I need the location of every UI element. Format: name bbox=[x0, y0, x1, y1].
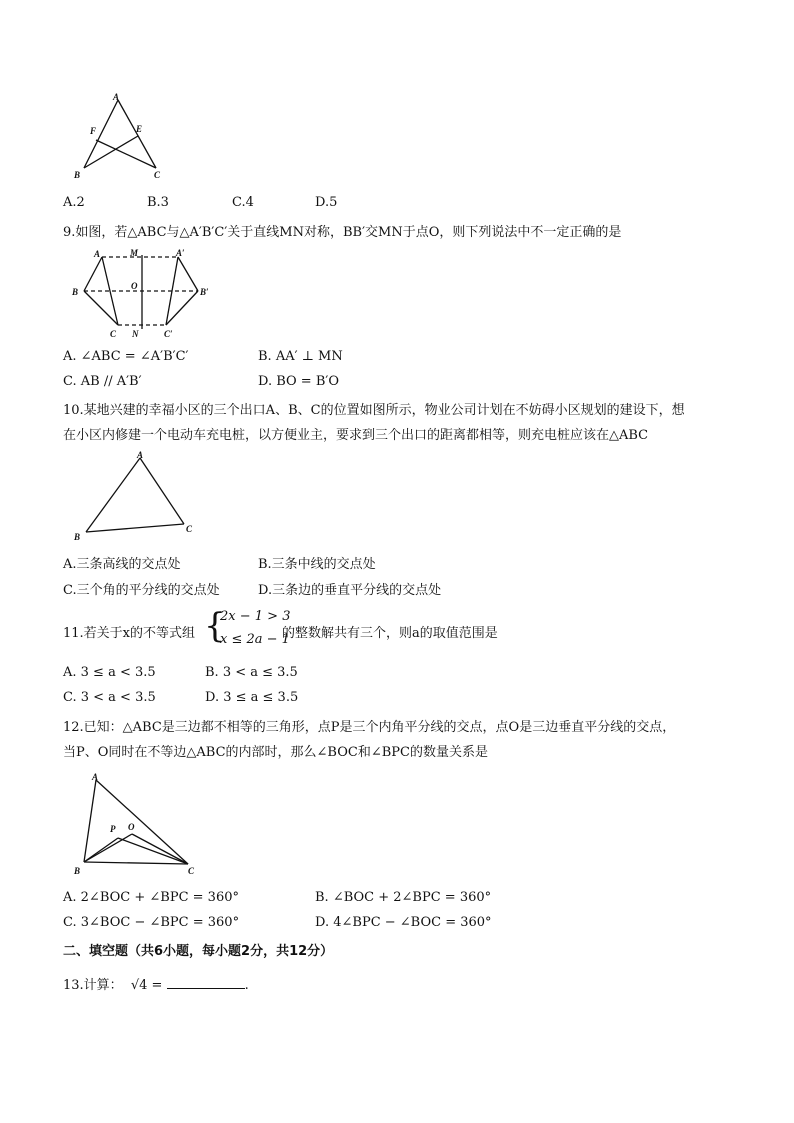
q9-option-a: A. ∠ABC = ∠A′B′C′ bbox=[63, 349, 189, 364]
section-2-title: 二、填空题（共6小题，每小题2分，共12分） bbox=[63, 944, 334, 959]
q10-option-a: A.三条高线的交点处 bbox=[63, 557, 181, 572]
q11-ineq2: x ≤ 2a − 1 bbox=[220, 632, 290, 647]
q12-label-a: A bbox=[92, 772, 99, 782]
q10-label-c: C bbox=[186, 524, 193, 534]
q9-option-b: B. AA′ ⊥ MN bbox=[258, 349, 343, 364]
q9-option-d: D. BO = B′O bbox=[258, 374, 339, 389]
q13-answer-blank[interactable] bbox=[167, 976, 245, 989]
q8-label-c: C bbox=[154, 170, 161, 180]
q10-stem-line2: 在小区内修建一个电动车充电桩，以方便业主，要求到三个出口的距离都相等，则充电桩应该在△ABC bbox=[63, 428, 649, 443]
q12-figure bbox=[70, 768, 210, 880]
q9-label-o: O bbox=[131, 281, 138, 291]
q13-prefix: 13.计算： bbox=[63, 978, 123, 993]
q9-figure bbox=[68, 245, 218, 340]
q8-option-b: B.3 bbox=[147, 195, 169, 210]
q10-stem-line1: 10.某地兴建的幸福小区的三个出口A、B、C的位置如图所示，物业公司计划在不妨碍小区规划的建设下，想 bbox=[63, 403, 685, 418]
q11-option-b: B. 3 < a ≤ 3.5 bbox=[205, 665, 298, 680]
q10-label-b: B bbox=[74, 532, 81, 542]
q11-ineq1: 2x − 1 > 3 bbox=[220, 609, 291, 624]
q10-label-a: A bbox=[137, 450, 144, 460]
q12-stem-line2: 当P、O同时在不等边△ABC的内部时，那么∠BOC和∠BPC的数量关系是 bbox=[63, 745, 488, 760]
q8-label-a: A bbox=[113, 92, 120, 102]
q9-label-b2: B′ bbox=[200, 287, 209, 297]
q12-stem-line1: 12.已知：△ABC是三边都不相等的三角形，点P是三个内角平分线的交点，点O是三边垂直平分线的交点， bbox=[63, 720, 676, 735]
q11-option-c: C. 3 < a < 3.5 bbox=[63, 690, 156, 705]
q8-label-f: F bbox=[90, 126, 97, 136]
q12-option-d: D. 4∠BPC − ∠BOC = 360° bbox=[315, 915, 492, 930]
q9-label-a2: A′ bbox=[176, 248, 185, 258]
q9-option-c: C. AB // A′B′ bbox=[63, 374, 142, 389]
q8-figure bbox=[68, 92, 168, 184]
q12-label-p: P bbox=[110, 824, 116, 834]
q9-label-n: N bbox=[132, 329, 139, 339]
q12-label-c: C bbox=[188, 866, 195, 876]
q9-label-m: M bbox=[130, 248, 139, 258]
q13-expr: √4 = bbox=[130, 978, 163, 993]
q10-option-d: D.三条边的垂直平分线的交点处 bbox=[258, 583, 442, 598]
q10-option-b: B.三条中线的交点处 bbox=[258, 557, 376, 572]
q10-option-c: C.三个角的平分线的交点处 bbox=[63, 583, 220, 598]
q12-option-b: B. ∠BOC + 2∠BPC = 360° bbox=[315, 890, 492, 905]
q13 bbox=[63, 974, 249, 993]
q9-label-c2: C′ bbox=[164, 329, 173, 339]
q9-label-a: A bbox=[94, 249, 101, 259]
q13-suffix: . bbox=[244, 978, 249, 993]
q10-figure bbox=[70, 448, 200, 544]
q9-label-c: C bbox=[110, 329, 117, 339]
q8-label-e: E bbox=[136, 124, 143, 134]
q8-option-c: C.4 bbox=[232, 195, 254, 210]
q9-label-b: B bbox=[72, 287, 79, 297]
q11-option-d: D. 3 ≤ a ≤ 3.5 bbox=[205, 690, 299, 705]
q8-option-d: D.5 bbox=[315, 195, 338, 210]
q11-brace: { bbox=[204, 606, 226, 646]
q12-label-b: B bbox=[74, 866, 81, 876]
q11-stem-prefix: 11.若关于x的不等式组 bbox=[63, 626, 196, 641]
q9-stem: 9.如图，若△ABC与△A′B′C′关于直线MN对称，BB′交MN于点O，则下列说法中不一定正确的是 bbox=[63, 225, 622, 240]
q11-option-a: A. 3 ≤ a < 3.5 bbox=[63, 665, 156, 680]
q8-label-b: B bbox=[74, 170, 81, 180]
q12-option-a: A. 2∠BOC + ∠BPC = 360° bbox=[63, 890, 239, 905]
q11-stem-suffix: 的整数解共有三个，则a的取值范围是 bbox=[282, 626, 498, 641]
q12-option-c: C. 3∠BOC − ∠BPC = 360° bbox=[63, 915, 240, 930]
q12-label-o: O bbox=[128, 822, 135, 832]
q8-option-a: A.2 bbox=[63, 195, 85, 210]
